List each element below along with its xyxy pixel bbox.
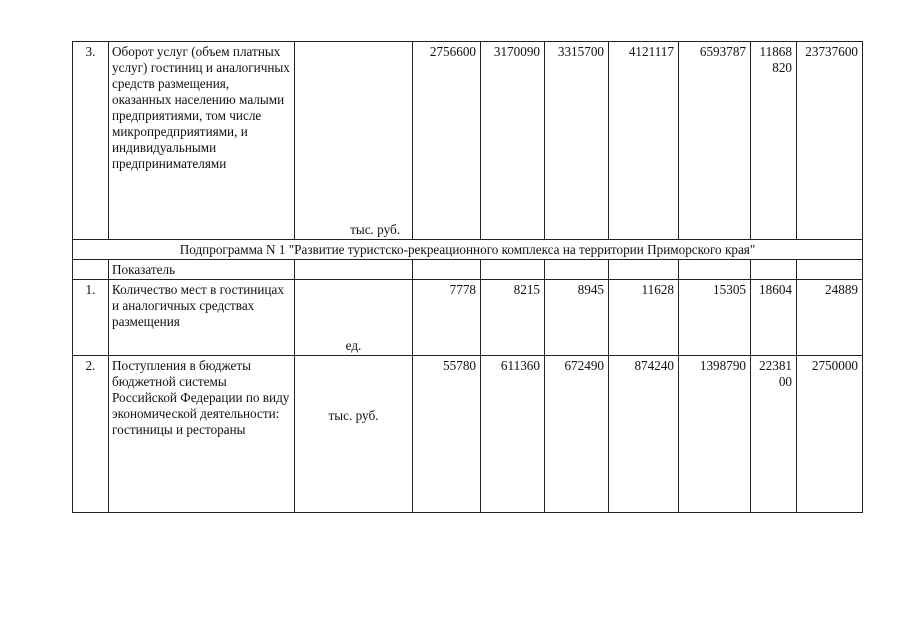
unit-cell: тыс. руб. (295, 356, 413, 513)
value-cell: 7778 (413, 280, 481, 356)
subprogram-title: Подпрограмма N 1 "Развитие туристско-рекреационного комплекса на территории Приморского края" (73, 240, 863, 260)
value-cell: 611360 (481, 356, 545, 513)
subprogram-row (73, 240, 863, 260)
value-cell: 2238100 (751, 356, 797, 513)
value-cell: 15305 (679, 280, 751, 356)
value-cell: 23737600 (797, 42, 863, 240)
indicator-header-row (73, 260, 863, 280)
value-cell: 2756600 (413, 42, 481, 240)
row-number: 1. (73, 280, 109, 356)
value-cell: 55780 (413, 356, 481, 513)
value-cell: 3315700 (545, 42, 609, 240)
value-cell: 3170090 (481, 42, 545, 240)
value-cell: 11628 (609, 280, 679, 356)
value-cell: 1398790 (679, 356, 751, 513)
indicator-name: Поступления в бюджеты бюджетной системы Российской Федерации по виду экономической деятельности: гостиницы и рестораны (109, 356, 295, 513)
value-cell: 4121117 (609, 42, 679, 240)
row-number: 3. (73, 42, 109, 240)
value-cell: 8945 (545, 280, 609, 356)
table-row (73, 42, 863, 240)
indicator-name: Количество мест в гостиницах и аналогичных средствах размещения (109, 280, 295, 356)
value-cell: 11868820 (751, 42, 797, 240)
value-cell: 2750000 (797, 356, 863, 513)
value-cell: 8215 (481, 280, 545, 356)
value-cell: 24889 (797, 280, 863, 356)
indicator-label: Показатель (109, 260, 295, 280)
unit-cell: тыс. руб. (295, 42, 413, 240)
indicator-name: Оборот услуг (объем платных услуг) гостиниц и аналогичных средств размещения, оказанных населению малыми предприятиями, том числе микропредприятиями, и индивидуальными предпринимателями (109, 42, 295, 240)
table-row (73, 356, 863, 513)
value-cell: 6593787 (679, 42, 751, 240)
value-cell: 874240 (609, 356, 679, 513)
table-row (73, 280, 863, 356)
unit-cell: ед. (295, 280, 413, 356)
row-number: 2. (73, 356, 109, 513)
indicators-table (72, 41, 863, 513)
value-cell: 672490 (545, 356, 609, 513)
value-cell: 18604 (751, 280, 797, 356)
